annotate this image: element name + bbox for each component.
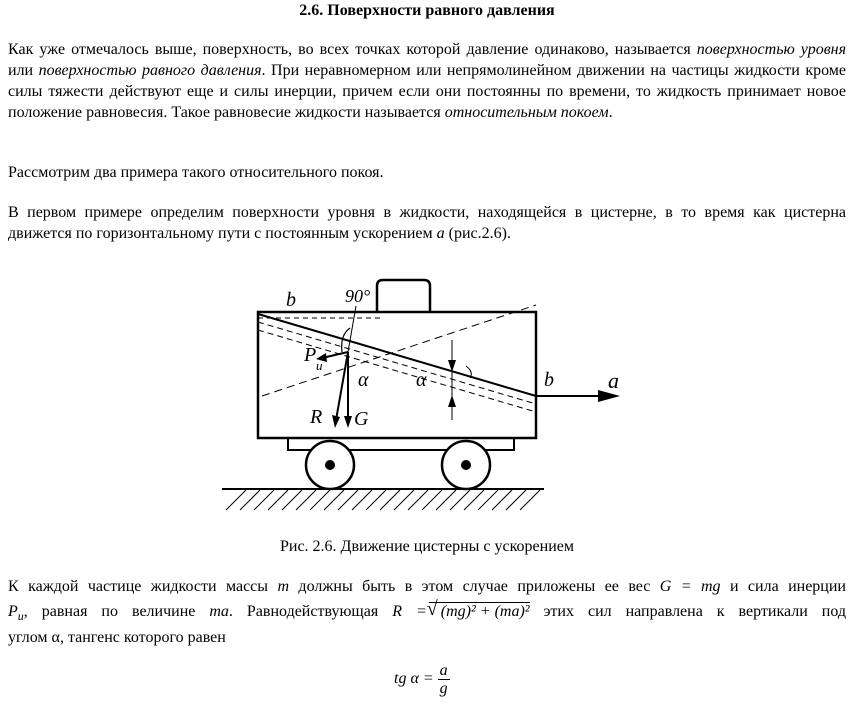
level-surface-dashed-2 — [258, 330, 536, 412]
label-b-right: b — [544, 369, 554, 391]
label-alpha-right: α — [416, 369, 427, 391]
inertia-subscript: u — [17, 609, 24, 624]
tank-dome — [377, 280, 430, 312]
weight-formula: G = mg — [659, 578, 721, 595]
paragraph-examples: Рассмотрим два примера такого относительного покоя. — [8, 164, 384, 181]
label-r: R — [310, 406, 323, 428]
figure-tank-diagram — [0, 268, 854, 528]
tank-body — [258, 312, 536, 438]
text-run: В первом примере определим поверхности уровня в жидкости, находящейся в цистерне, в то время как цистерна движется по горизонтальному пути с постоянным ускорением — [8, 204, 846, 242]
formula-denominator: g — [439, 680, 448, 697]
tangent-formula — [394, 662, 450, 697]
formula-numerator: a — [439, 662, 448, 679]
paragraph-forces-line2 — [8, 601, 846, 627]
text-run: К каждой частице жидкости массы — [8, 578, 278, 595]
label-g: G — [354, 408, 369, 430]
wheel-left — [306, 441, 354, 489]
figure-caption: Рис. 2.6. Движение цистерны с ускорением — [279, 538, 574, 555]
paragraph-forces-line3: углом α, тангенс которого равен — [8, 629, 226, 646]
label-alpha-left: α — [358, 369, 369, 391]
term-equal-pressure-surface: поверхностью равного давления — [38, 62, 262, 79]
term-level-surface: поверхностью уровня — [696, 41, 847, 58]
text-run: должны быть в этом случае приложены ее вес — [289, 578, 660, 595]
text-run: , равная по величине — [23, 603, 210, 620]
level-surface-dashed-1 — [258, 322, 536, 404]
paragraph-forces-line1 — [8, 576, 846, 598]
section-heading: 2.6. Поверхности равного давления — [299, 2, 555, 19]
text-run: или — [8, 62, 39, 79]
paragraph-intro — [8, 39, 846, 123]
accel-symbol: a — [436, 225, 445, 242]
label-pu: P — [304, 344, 317, 366]
label-b-left: b — [286, 289, 296, 311]
formula-lhs: tg α = — [394, 670, 434, 688]
text-run: . Равнодействующая — [228, 603, 393, 620]
resultant-lhs: R = — [392, 603, 427, 620]
label-pu-subscript: u — [316, 358, 323, 373]
ground-hatching — [226, 490, 540, 510]
text-run: Как уже отмечалось выше, поверхность, во всех точках которой давление одинаково, называется — [8, 41, 691, 58]
paragraph-first-example — [8, 202, 846, 244]
formula-fraction — [438, 662, 450, 697]
resultant-vector — [336, 352, 348, 420]
label-90-degrees: 90° — [345, 286, 371, 306]
text-run: (рис.2.6). — [444, 225, 511, 242]
inertia-symbol: P — [8, 603, 18, 620]
text-run: . При неравномерном или непрямолинейном движении на частицы жидкости кроме силы тяжести действуют еще и силы инерции, причем если они постоянны по времени, то жидкость принимает новое положение равновесия. Такое равновесие жидкости называется — [8, 62, 847, 121]
mass-symbol: m — [277, 578, 290, 595]
term-relative-rest: относительным покоем — [444, 104, 609, 121]
ma-term: ma — [209, 603, 229, 620]
text-run: . — [608, 104, 613, 121]
text-run: этих сил направлена к вертикали под — [529, 603, 847, 620]
resultant-sqrt: √ (mg)² + (ma)² — [429, 602, 530, 621]
text-run: и сила инерции — [720, 578, 846, 595]
wheel-right — [442, 441, 490, 489]
label-a: a — [608, 368, 619, 393]
